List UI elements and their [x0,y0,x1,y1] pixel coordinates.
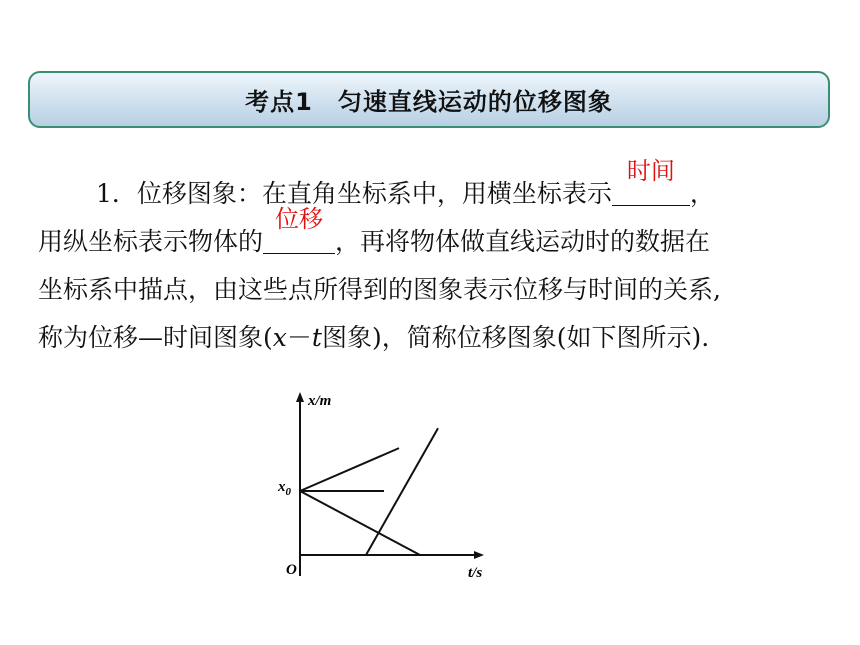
minus-sign: － [286,323,312,352]
y-axis-label: x/m [308,393,332,409]
text-segment-6: 图象)，简称位移图象(如下图所示). [321,323,710,352]
paragraph-line-4 [38,314,828,362]
text-segment-5: 称为位移—时间图象( [38,323,273,352]
text-segment-1: 位移图象：在直角坐标系中，用横坐标表示 [136,179,612,208]
y-tick-label: $x_0$ [278,479,291,498]
variable-x: x [272,323,287,352]
series-line-3 [300,491,420,555]
origin-label: O [286,562,297,578]
text-segment-3: 用纵坐标表示物体的 [38,227,264,256]
item-number: 1． [96,179,137,208]
x-axis-label: t/s [468,565,483,581]
paragraph-line-2 [38,205,828,266]
variable-t: t [311,323,322,352]
answer-1: 时间 [626,157,675,185]
paragraph-line-3: 坐标系中描点，由这些点所得到的图象表示位移与时间的关系, [38,275,721,304]
paragraph-line-1 [38,157,828,218]
x-axis-arrow [474,551,484,559]
section-title: 考点1 匀速直线运动的位移图象 [245,88,613,116]
fill-blank-1 [612,157,690,206]
series-line-1 [300,448,399,491]
series-layer [300,428,438,555]
text-segment-2: ， [689,179,715,208]
section-banner [28,71,830,128]
position-time-graph [270,384,510,584]
text-segment-4: ，再将物体做直线运动时的数据在 [335,227,711,256]
y-axis-arrow [296,392,304,402]
fill-blank-2 [263,205,335,254]
answer-2: 位移 [275,205,324,233]
definition-paragraph [38,157,828,362]
